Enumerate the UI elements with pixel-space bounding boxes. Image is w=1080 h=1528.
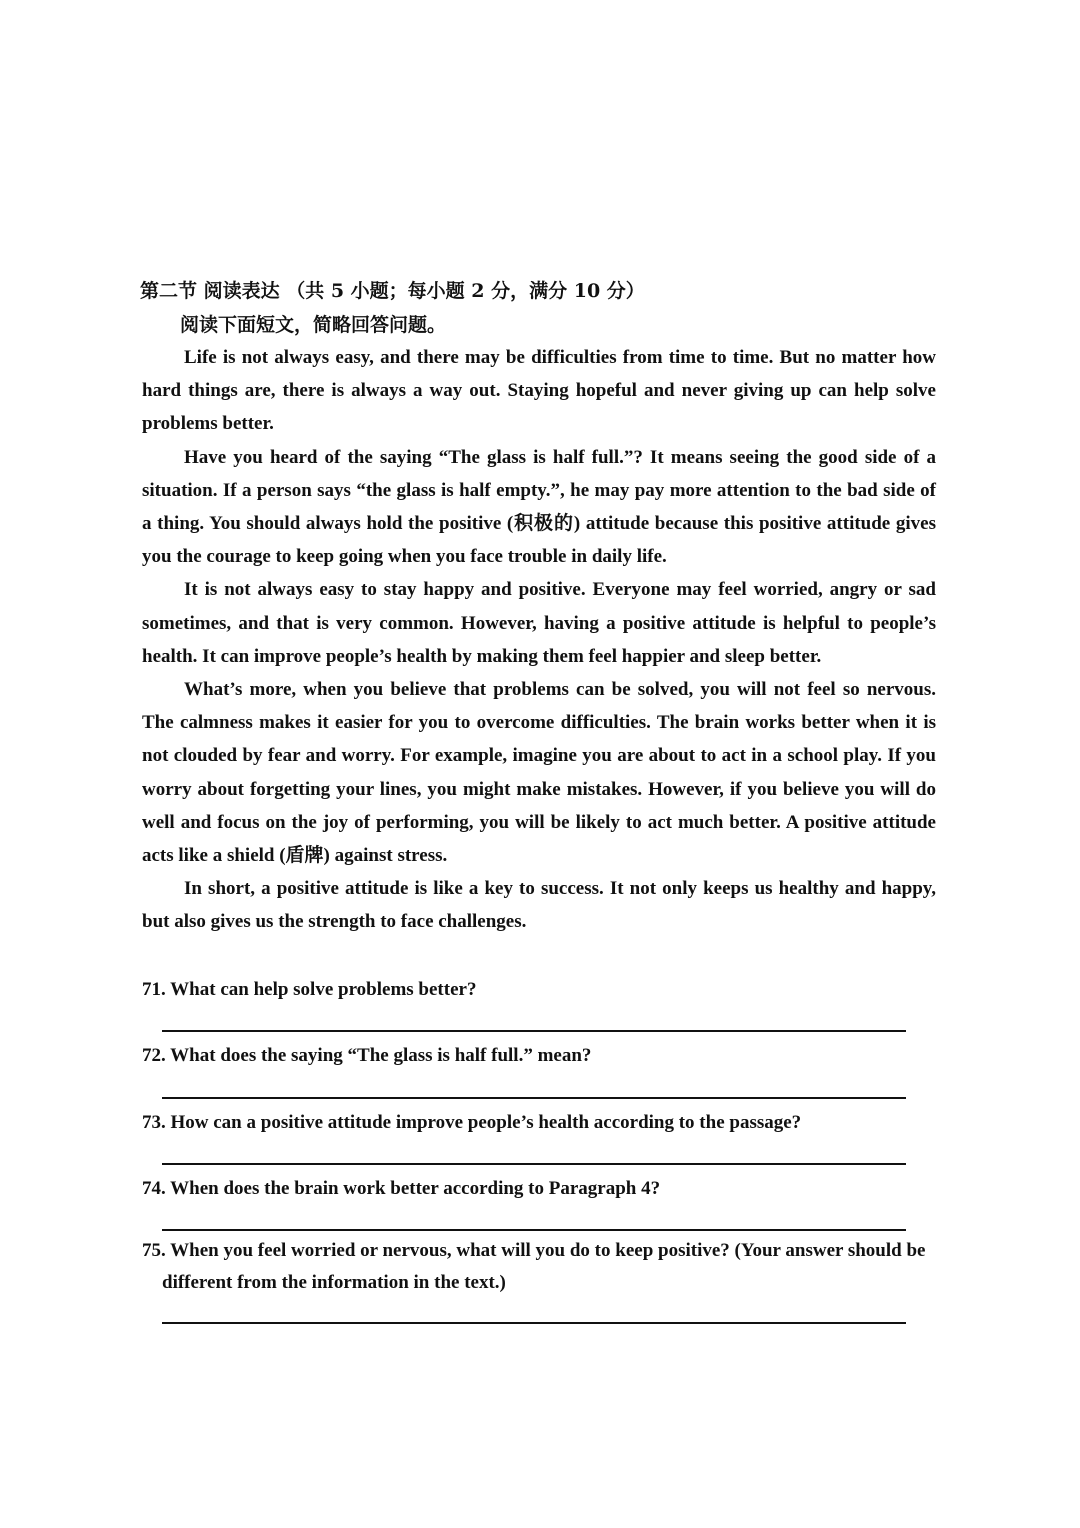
answer-line-74[interactable] — [162, 1229, 906, 1231]
section-instruction: 阅读下面短文，简略回答问题。 — [180, 314, 447, 336]
reading-passage — [142, 341, 936, 939]
answer-line-75[interactable] — [162, 1322, 906, 1324]
question-71 — [142, 974, 922, 1006]
answer-line-72[interactable] — [162, 1097, 906, 1099]
question-73 — [142, 1107, 922, 1139]
passage-paragraph-5: In short, a positive attitude is like a key to success. It not only keeps us healthy and happy, but also gives us the strength to face challenges. — [142, 878, 936, 933]
question-text: How can a positive attitude improve people’s health according to the passage? — [170, 1112, 802, 1133]
question-text: When does the brain work better according to Paragraph 4? — [170, 1178, 661, 1199]
question-74 — [142, 1173, 922, 1205]
question-number: 74. — [142, 1178, 166, 1199]
question-text: When you feel worried or nervous, what will you do to keep positive? (Your answer should be different from the information in the text.) — [162, 1240, 926, 1293]
question-text: What can help solve problems better? — [170, 979, 477, 1000]
passage-paragraph-3: It is not always easy to stay happy and positive. Everyone may feel worried, angry or sad sometimes, and that is very common. However, having a positive attitude is helpful to people’s health. It can improve people’s health by making them feel happier and sleep better. — [142, 579, 936, 667]
question-number: 73. — [142, 1112, 166, 1133]
passage-paragraph-2: Have you heard of the saying “The glass is half full.”? It means seeing the good side of a situation. If a person says “the glass is half empty.”, he may pay more attention to the bad side of a thing. You should always hold the positive (积极的) attitude because this positive attitude gives you the courage to keep going when you face trouble in daily life. — [142, 446, 936, 568]
question-72 — [142, 1040, 922, 1072]
question-text: What does the saying “The glass is half full.” mean? — [170, 1045, 592, 1066]
passage-paragraph-4: What’s more, when you believe that problems can be solved, you will not feel so nervous. The calmness makes it easier for you to overcome difficulties. The brain works better when it is not clouded by fear and worry. For example, imagine you are about to act in a school play. If you worry about forgetting your lines, you might make mistakes. However, if you believe you will do well and focus on the joy of performing, you will be likely to act much better. A positive attitude acts like a shield (盾牌) against stress. — [142, 679, 936, 867]
passage-paragraph-1: Life is not always easy, and there may be difficulties from time to time. But no matter how hard things are, there is always a way out. Staying hopeful and never giving up can help solve problems better. — [142, 347, 936, 435]
question-number: 72. — [142, 1045, 166, 1066]
answer-line-71[interactable] — [162, 1030, 906, 1032]
section-header: 第二节 阅读表达 （共 5 小题；每小题 2 分，满分 10 分） — [140, 280, 645, 302]
question-number: 71. — [142, 979, 166, 1000]
question-75 — [142, 1235, 932, 1299]
question-number: 75. — [142, 1240, 166, 1261]
answer-line-73[interactable] — [162, 1163, 906, 1165]
